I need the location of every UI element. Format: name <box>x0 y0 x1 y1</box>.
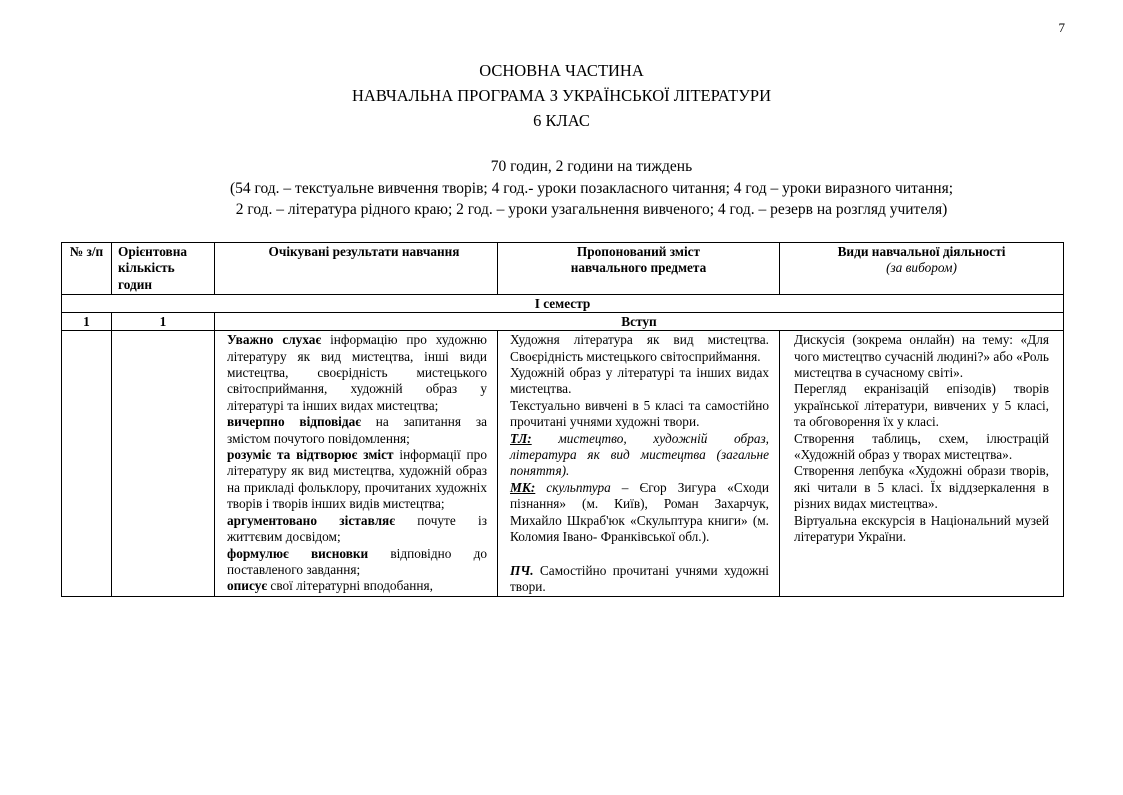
activity-item: Створення таблиць, схем, ілюстрацій «Художній образ у творах мистецтва». <box>794 430 1049 463</box>
header-results: Очікувані результати навчання <box>215 243 498 295</box>
extracurricular-reading-note: ПЧ. Самостійно прочитані учнями художні твори. <box>510 562 769 594</box>
empty-hours-cell <box>112 331 215 597</box>
activities-cell <box>780 331 1064 597</box>
content-cell <box>498 331 780 597</box>
hours-breakdown-2: 2 год. – література рідного краю; 2 год. – уроки узагальнення вивченого; 4 год. – резерв на розгляд учителя) <box>235 201 948 218</box>
hours-breakdown-1: (54 год. – текстуальне вивчення творів; 4 год.- уроки позакласного читання; 4 год – уроки виразного читання; <box>229 179 954 197</box>
document-heading <box>0 58 1123 133</box>
content-paragraph: Текстуально вивчені в 5 класі та самостійно прочитані учнями художні твори. <box>510 397 769 430</box>
heading-line-3: 6 КЛАС <box>533 111 590 130</box>
interdisciplinary-note: МК: скульптура – Єгор Зигура «Сходи пізнання» (м. Київ), Роман Захарчук, Михайло Шкраб'юк «Скульптура книги» (м. Коломия Івано- Франківської обл.). <box>510 479 769 545</box>
activity-item: Перегляд екранізацій епізодів) творів української літератури, вивчених у 5 класі, та обговорення їх у класі. <box>794 381 1049 430</box>
content-paragraph: Художня література як вид мистецтва. Своєрідність мистецького світосприймання. <box>510 332 769 364</box>
intro-topic: Вступ <box>215 313 1064 331</box>
intro-body-row <box>62 331 1064 597</box>
result-item: Уважно слухає інформацію про художню літературу як вид мистецтва, інші види мистецтва, своєрідність мистецького світосприймання, художній образ у літературі та інших видах мистецтва; <box>227 332 487 413</box>
heading-line-1: ОСНОВНА ЧАСТИНА <box>479 61 644 80</box>
result-item: аргументовано зіставляє почуте із життєвим досвідом; <box>227 512 487 545</box>
curriculum-table <box>61 242 1064 597</box>
activity-item: Дискусія (зокрема онлайн) на тему: «Для чого мистецтво сучасній людині?» або «Роль мистецтва в сучасному світі». <box>794 332 1049 381</box>
header-hours: Орієнтовна кількість годин <box>112 243 215 295</box>
result-item: розуміє та відтворює зміст інформації про літературу як вид мистецтва, художній образ на прикладі фольклору, прочитаних художніх творів і творів інших видів мистецтва; <box>227 447 487 512</box>
result-item: вичерпно відповідає на запитання за змістом почутого повідомлення; <box>227 414 487 446</box>
page-number: 7 <box>1058 20 1065 35</box>
header-content: Пропонований зміст навчального предмета <box>498 243 780 295</box>
activity-item: Віртуальна екскурсія в Національний музей літератури України. <box>794 512 1049 545</box>
header-activities: Види навчальної діяльності (за вибором) <box>780 243 1064 295</box>
result-item: формулює висновки відповідно до поставленого завдання; <box>227 545 487 577</box>
content-paragraph: Художній образ у літературі та інших видах мистецтва. <box>510 365 769 397</box>
table-header-row <box>62 243 1064 295</box>
header-num: № з/п <box>62 243 112 295</box>
intro-hours: 1 <box>112 313 215 331</box>
result-item: описує свої літературні вподобання, <box>227 578 433 594</box>
intro-num: 1 <box>62 313 112 331</box>
results-cell <box>215 331 498 597</box>
activity-item: Створення лепбука «Художні образи творів, які читали в 5 класі. Їх віддзеркалення в різних видах мистецтва». <box>794 463 1049 512</box>
theory-note: ТЛ: мистецтво, художній образ, література як вид мистецтва (загальне поняття). <box>510 430 769 479</box>
empty-num-cell <box>62 331 112 597</box>
heading-line-2: НАВЧАЛЬНА ПРОГРАМА З УКРАЇНСЬКОЇ ЛІТЕРАТУРИ <box>351 86 772 105</box>
hours-total: 70 годин, 2 години на тиждень <box>490 158 693 175</box>
intro-row <box>62 313 1064 331</box>
semester-row <box>62 295 1064 313</box>
semester-label: І семестр <box>62 295 1064 313</box>
hours-summary <box>0 156 1123 221</box>
